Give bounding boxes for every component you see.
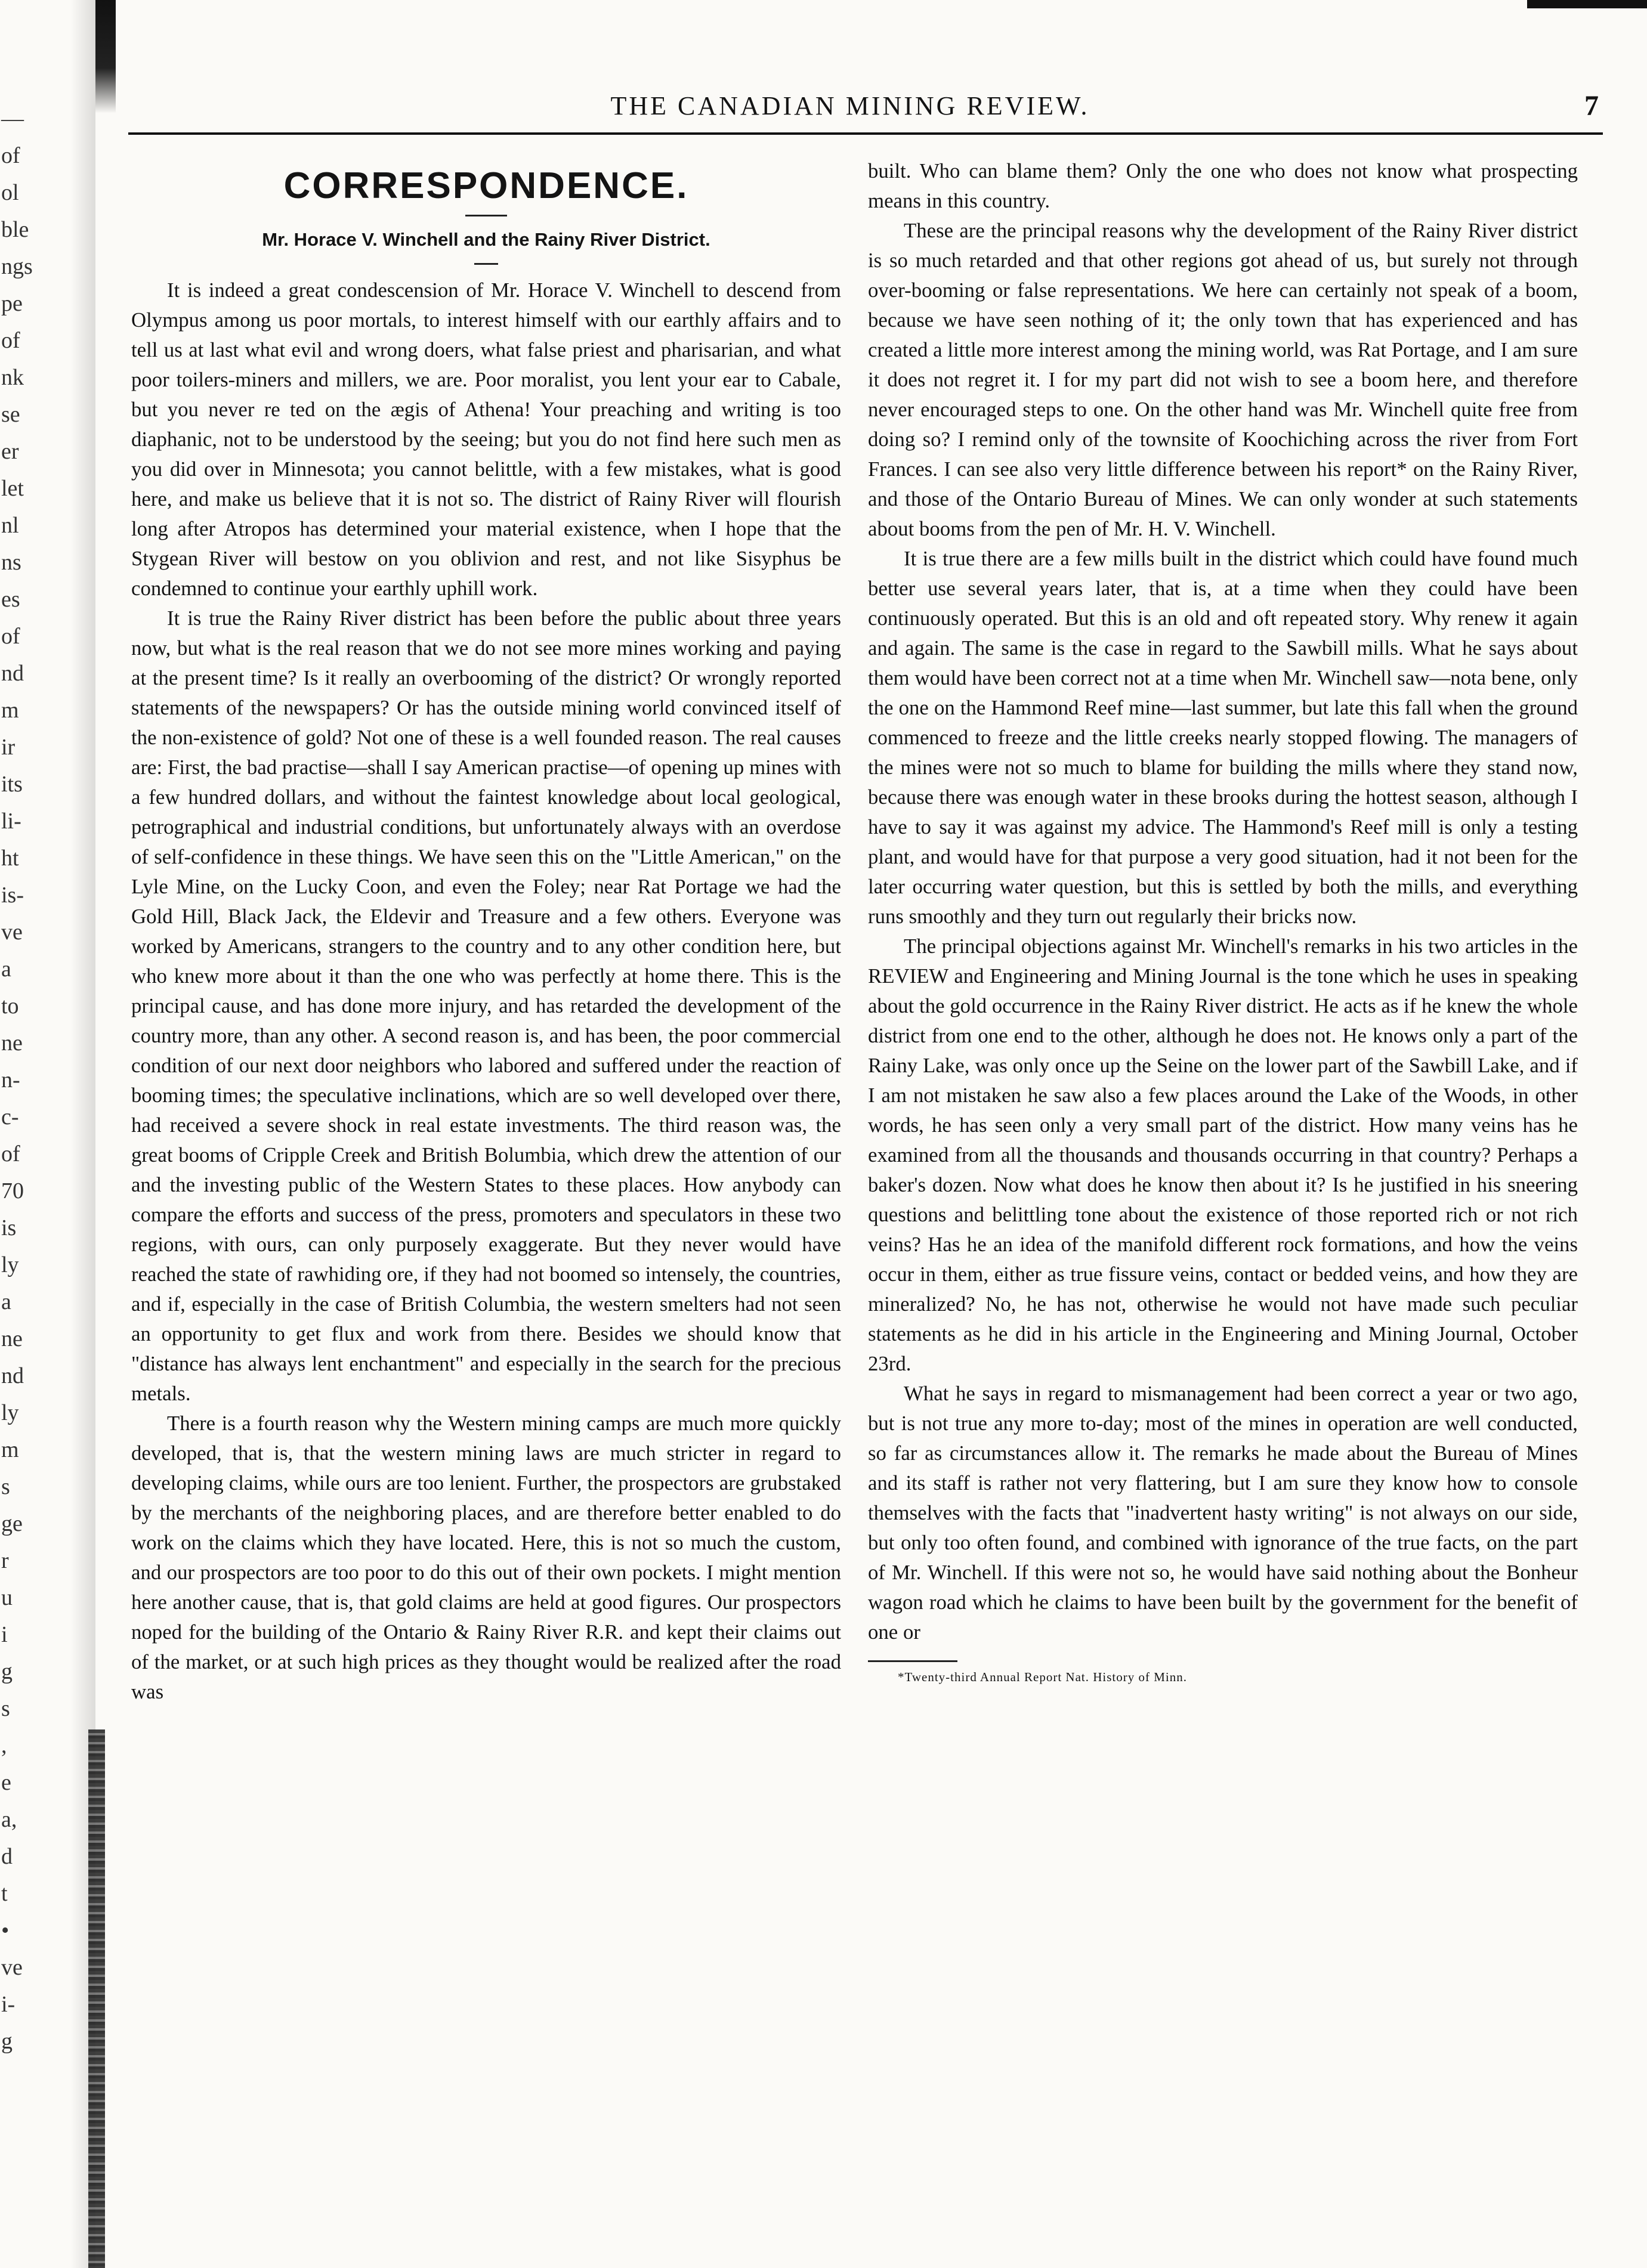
paragraph: It is true the Rainy River district has been before the public about three years now, but what is the real reason that we do not see more mines working and paying at the present time? Is it really an overbooming of the district? Or wrongly reported statements of the newspapers? Or has the outside mining world convinced itself of the non-existence of gold? Not one of these is a well founded reason. The real causes are: First, the bad practise—shall I say American practise—of opening up mines with a few hundred dollars, and without the faintest knowledge about local geological, petrographical and industrial conditions, but unfortunately always with an overdose of self-confidence in these things. We have seen this on the "Little American," on the Lyle Mine, on the Lucky Coon, and even the Foley; near Rat Portage we had the Gold Hill, Black Jack, the Eldevir and Treasure and a few others. Everyone was worked by Americans, strangers to the country and to any other condition here, but who knew more about it than the one who was perfectly at home there. This is the principal cause, and has done more injury, and has retarded the development of the country more, than any other. A second reason is, and has been, the poor commercial condition of our next door neighbors who labored and suffered under the reaction of booming times; the speculative inclinations, which are so well developed over there, had received a severe shock in real estate investments. The third reason was, the great booms of Cripple Creek and British Bolumbia, which drew the attention of our and the investing public of the Western States to these places. How anybody can compare the efforts and success of the press, promoters and speculators in these two regions, with ours, can only purposely exaggerate. But they never would have reached the state of rawhiding ore, if they had not boomed so intensely, the countries, and if, especially in the case of British Columbia, the western smelters had not seen an opportunity to get flux and work from there. Besides we should know that "distance has always lent enchantment" and especially in the search for the precious metals.	[131, 607, 841, 1405]
margin-fragment: to	[1, 994, 19, 1019]
margin-fragment: ir	[1, 735, 16, 760]
running-title: THE CANADIAN MINING REVIEW.	[610, 91, 1090, 120]
margin-fragment: ble	[1, 217, 29, 242]
margin-fragment: ve	[1, 1955, 23, 1980]
binding-mark-top	[95, 0, 116, 113]
paragraph: The principal objections against Mr. Winchell's remarks in his two articles in the REVIEW and Engineering and Mining Journal is the tone which he uses in speaking about the gold occurrence in the Rainy River district. He acts as if he knew the whole district from one end to the other, although he does not. He knows only a part of the Rainy Lake, was only once up the Seine on the lower part of the Sawbill Lake, and if I am not mistaken he saw also a few places around the Lake of the Woods, in other words, he has seen only a very small part of the district. How many veins has he examined from all the thousands and thousands occurring in that country? Perhaps a baker's dozen. Now what does he know then about it? Is he justified in his sneering questions and belittling tone about the existence of those reported rich or not rich veins? Has he an idea of the manifold different rock formations, and how the veins occur in them, either as true fissure veins, contact or bedded veins, and how they are mineralized? No, he has not, otherwise he would not have made such peculiar statements as he did in his article in the Engineering and Mining Journal, October 23rd.	[868, 935, 1578, 1375]
article-subtitle: Mr. Horace V. Winchell and the Rainy River District.	[262, 229, 710, 250]
margin-fragment: se	[1, 402, 20, 427]
margin-fragment: ,	[1, 1733, 7, 1758]
left-column	[131, 156, 841, 1707]
margin-fragment: let	[1, 476, 24, 501]
margin-fragment: d	[1, 1844, 13, 1869]
margin-fragment: of	[1, 624, 20, 649]
right-column	[868, 156, 1578, 1686]
margin-fragment: r	[1, 1548, 9, 1573]
margin-fragment: s	[1, 1474, 10, 1499]
section-title: CORRESPONDENCE.	[283, 165, 689, 206]
paragraph-continuation: built. Who can blame them? Only the one who does not know what prospecting means in this country.	[868, 159, 1578, 212]
paragraph: It is true there are a few mills built in the district which could have found much better use several years later, that is, at a time when they could have been continuously operated. But this is an old and oft repeated story. Why renew it again and again. The same is the case in regard to the Sawbill mills. What he says about them would have been correct not at a time when Mr. Winchell saw—nota bene, only the one on the Hammond Reef mine—last summer, but late this fall when the ground commenced to freeze and the little creeks nearly stopped flowing. The managers of the mines were not so much to blame for building the mills where they stand now, because there was enough water in these brooks during the hottest season, although I have to say it was against my advice. The Hammond's Reef mill is only a testing plant, and would have for that purpose a very good situation, had it not been for the later occurring water question, but this is settled by both the mills, and everything runs smoothly and they turn out regularly their bricks now.	[868, 547, 1578, 928]
margin-fragment: i-	[1, 1992, 16, 2017]
margin-fragment: 70	[1, 1178, 24, 1203]
margin-fragment: c-	[1, 1104, 19, 1130]
subtitle-rule	[474, 263, 498, 265]
paragraph: It is indeed a great condescension of Mr. Horace V. Winchell to descend from Olympus among us poor mortals, to interest himself with our earthly affairs and to tell us at last what evil and wrong doers, what false priest and pharisarian, and what poor toilers-miners and millers, we are. Poor moralist, you lent your ear to Cabale, but you never re ted on the ægis of Athena! Your preaching and writing is too diaphanic, not to be understood by the seeing; but you do not find here such men as you did over in Minnesota; you cannot belittle, with a few mistakes, what is good here, and make us believe that it is not so. The district of Rainy River will flourish long after Atropos has determined your material existence, when I hope that the Stygean River will bestow on you oblivion and rest, and not like Sisyphus be condemned to continue your earthly uphill work.	[131, 279, 841, 600]
margin-fragment: of	[1, 328, 20, 353]
paragraph: What he says in regard to mismanagement had been correct a year or two ago, but is not true any more to-day; most of the mines in operation are well conducted, so far as circumstances allow it. The remarks he made about the Bureau of Mines and its staff is rather not very flattering, but I am sure they know how to console themselves with the facts that "inadvertent hasty writing" is not always on our side, but only too often found, and combined with ignorance of the true facts, on the part of Mr. Winchell. If this were not so, he would have said nothing about the Bonheur wagon road which he claims to have been built by the government for the benefit of one or	[868, 1382, 1578, 1644]
margin-fragment: t	[1, 1881, 8, 1906]
margin-fragment: m	[1, 1437, 19, 1462]
margin-fragment: li-	[1, 809, 21, 834]
previous-page-margin	[0, 0, 89, 2268]
margin-fragment: ngs	[1, 254, 33, 279]
paragraph: These are the principal reasons why the development of the Rainy River district is so much retarded and that other regions got ahead of us, but surely not through over-booming or false representations. We here can certainly not speak of a boom, because we have seen nothing of it; the only town that has experienced and has created a little more interest among the mining world, was Rat Portage, and I am sure it does not regret it. I for my part did not wish to see a boom here, and therefore never encouraged steps to one. On the other hand was Mr. Winchell quite free from doing so? I remind only of the townsite of Koochiching across the river from Fort Frances. I can see also very little difference between his report* on the Rainy River, and those of the Ontario Bureau of Mines. We can only wonder at such statements about booms from the pen of Mr. H. V. Winchell.	[868, 219, 1578, 540]
margin-fragment: ge	[1, 1511, 23, 1536]
margin-fragment: ne	[1, 1031, 23, 1056]
margin-fragment: is	[1, 1215, 17, 1240]
page-number: 7	[1584, 90, 1599, 122]
margin-fragment: pe	[1, 291, 23, 316]
margin-fragment: a	[1, 957, 11, 982]
margin-fragment: i	[1, 1622, 8, 1647]
margin-fragment: g	[1, 1659, 13, 1684]
margin-fragment: ns	[1, 550, 21, 575]
margin-fragment: nk	[1, 365, 24, 390]
margin-fragment: e	[1, 1770, 11, 1795]
margin-fragment: —	[1, 106, 24, 131]
margin-fragment: is-	[1, 883, 24, 908]
paragraph: There is a fourth reason why the Western mining camps are much more quickly developed, that is, that the western mining laws are much stricter in regard to developing claims, while ours are too lenient. Further, the prospectors are grubstaked by the merchants of the neighboring places, and are therefore better enabled to do work on the claims which they have located. Here, this is not so much the custom, and our prospectors are too poor to do this out of their own pockets. I might mention here another cause, that is, that gold claims are held at good figures. Our prospectors noped for the building of the Ontario & Rainy River R.R. and kept their claims out of the market, or at such high prices as they thought would be realized after the road was	[131, 1412, 841, 1703]
margin-fragment: u	[1, 1585, 13, 1610]
margin-fragment: its	[1, 772, 23, 797]
margin-fragment: er	[1, 439, 19, 464]
margin-fragment: nl	[1, 513, 19, 538]
footnote-rule	[868, 1660, 957, 1662]
margin-fragment: of	[1, 143, 20, 168]
margin-fragment: n-	[1, 1068, 20, 1093]
margin-fragment: ne	[1, 1326, 23, 1351]
margin-fragment: a,	[1, 1807, 17, 1832]
margin-fragment: •	[1, 1918, 10, 1943]
title-rule	[465, 215, 507, 216]
margin-fragment: ve	[1, 920, 23, 945]
top-edge-rule	[1527, 0, 1647, 8]
margin-fragment: nd	[1, 661, 24, 686]
margin-fragment: ht	[1, 846, 19, 871]
margin-fragment: of	[1, 1141, 20, 1167]
margin-fragment: ly	[1, 1400, 19, 1425]
margin-fragment: ol	[1, 180, 19, 205]
footnote: *Twenty-third Annual Report Nat. History of Minn.	[898, 1670, 1187, 1684]
margin-fragment: m	[1, 698, 19, 723]
margin-fragment: a	[1, 1289, 11, 1314]
margin-fragment: nd	[1, 1363, 24, 1388]
margin-fragment: es	[1, 587, 20, 612]
binding-mark-bottom	[88, 1729, 105, 2268]
margin-fragment: g	[1, 2029, 13, 2054]
margin-fragment: ly	[1, 1252, 19, 1277]
margin-fragment: s	[1, 1696, 10, 1721]
header-rule	[128, 132, 1603, 135]
